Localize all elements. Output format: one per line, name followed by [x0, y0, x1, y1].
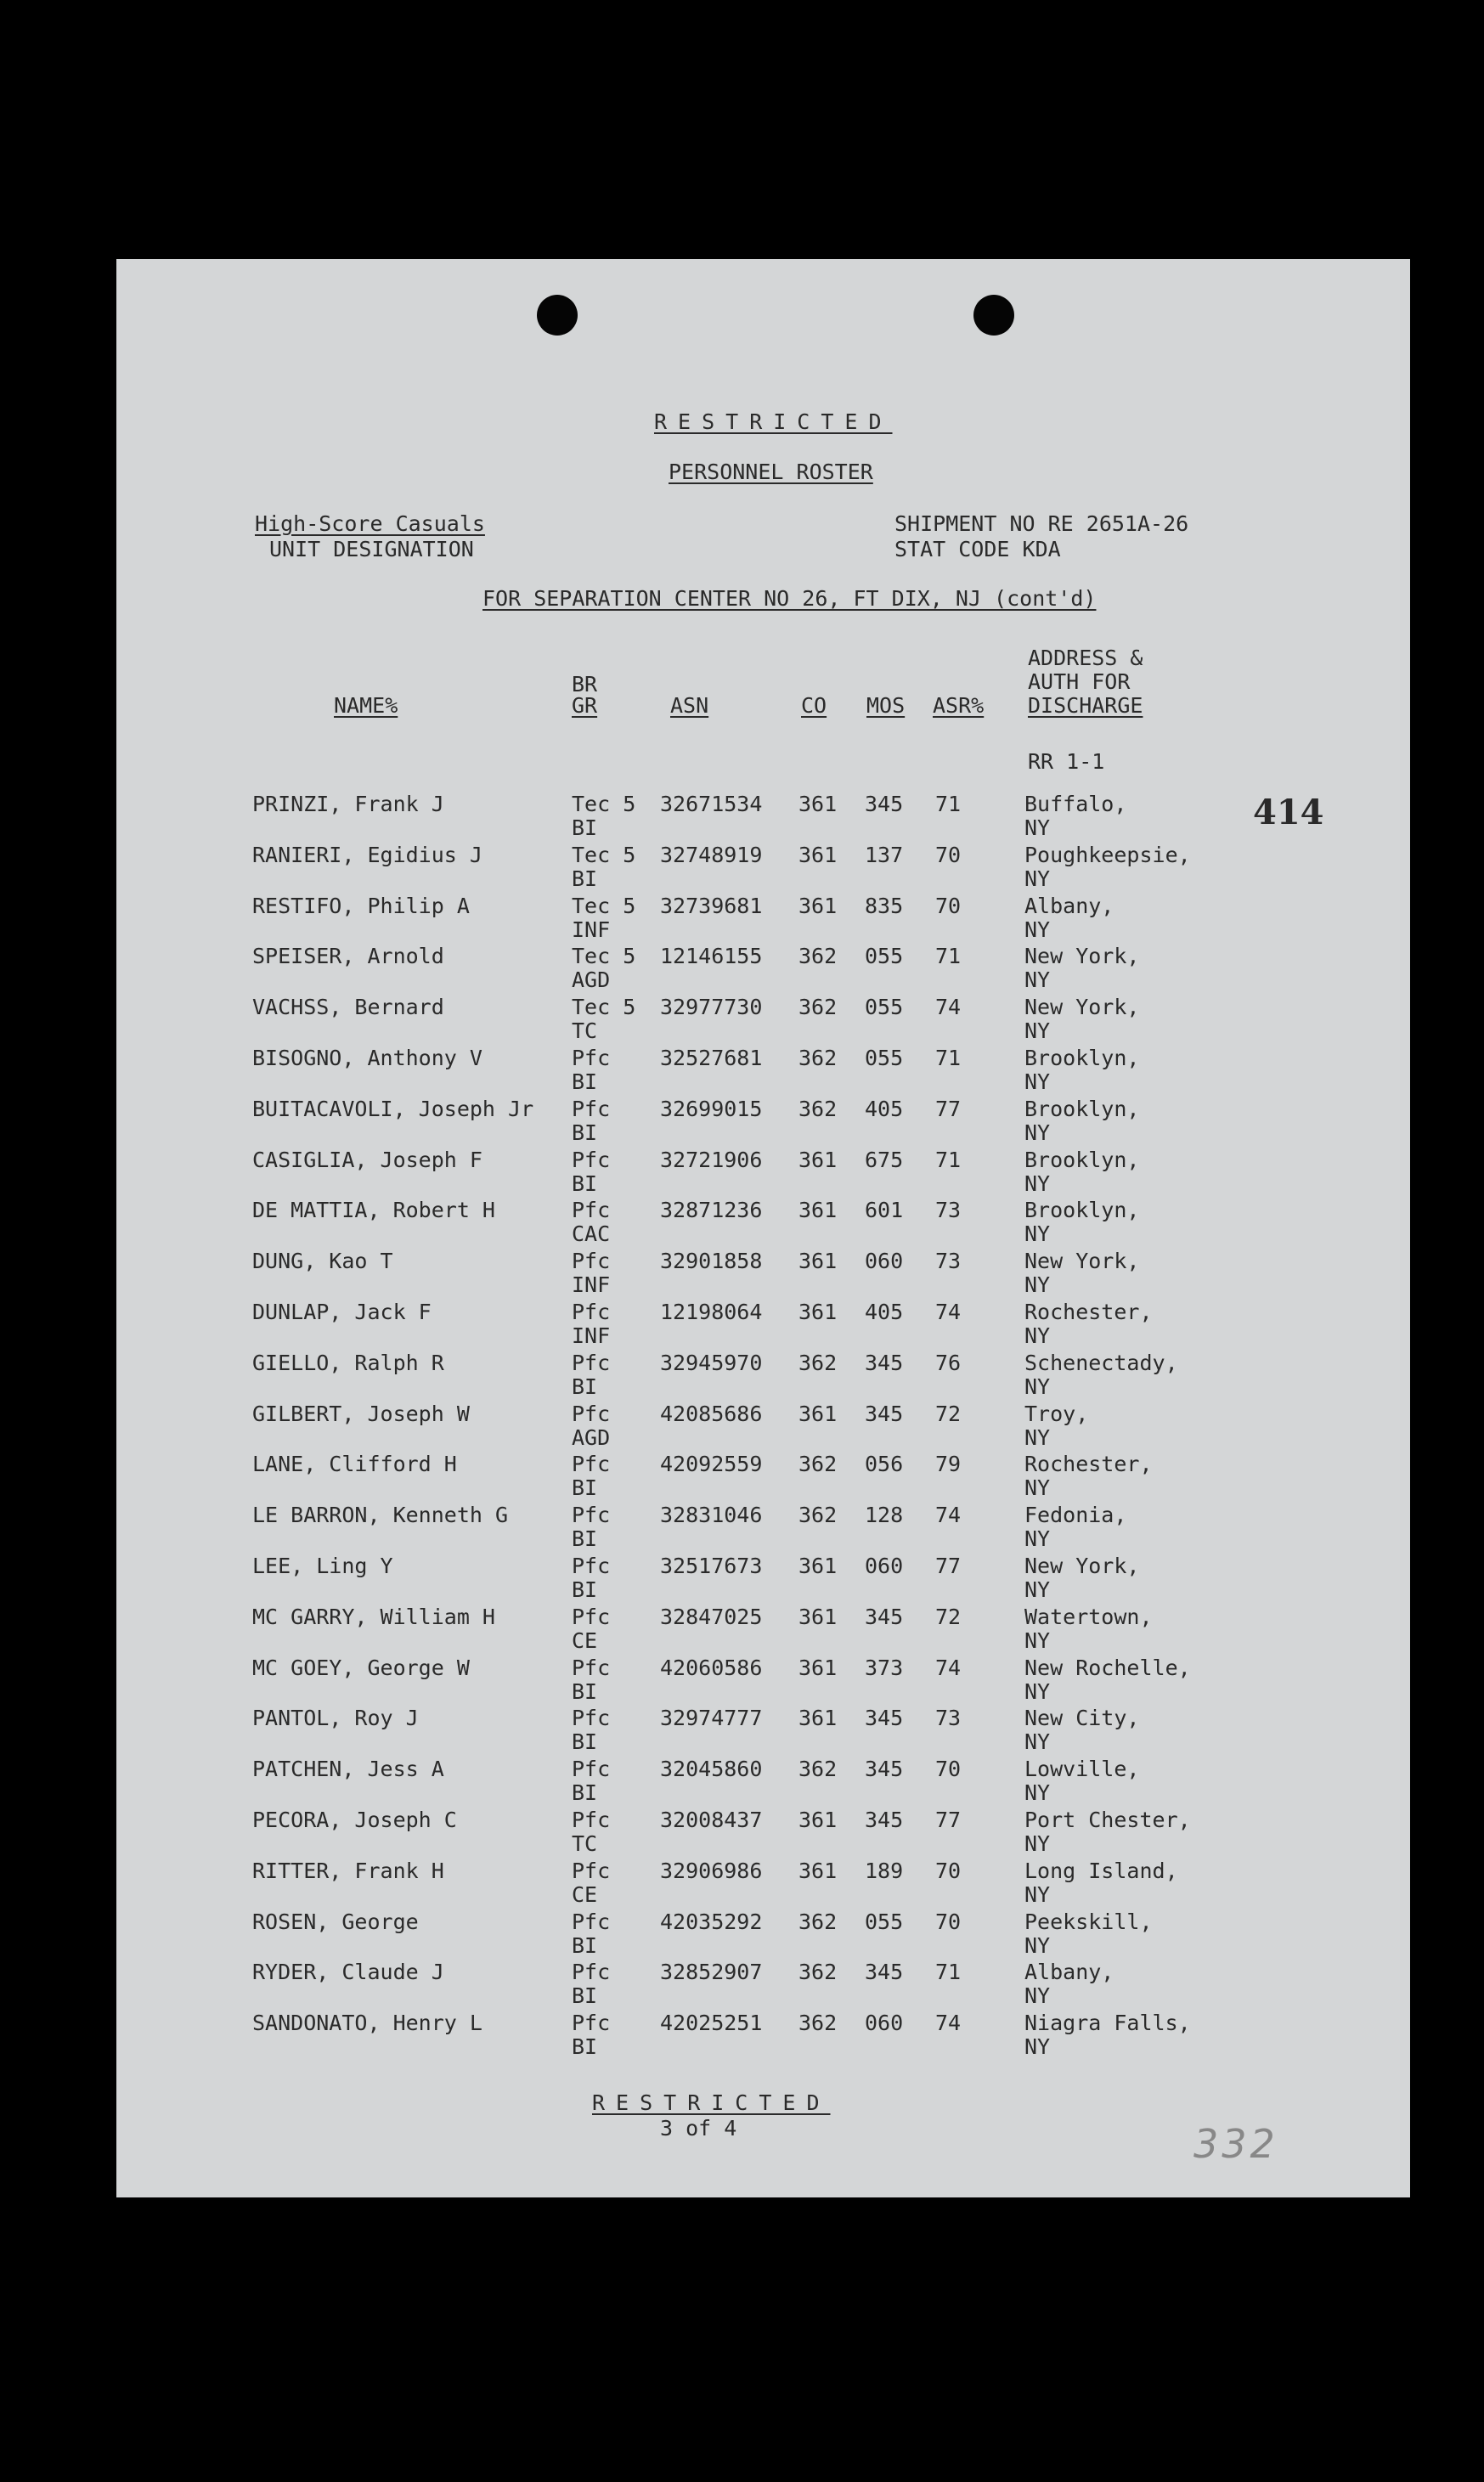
row-asr: 71: [935, 1046, 962, 1070]
row-co: 362: [798, 1757, 838, 1782]
row-asr: 74: [935, 2011, 962, 2036]
row-mos: 060: [865, 1249, 904, 1274]
row-name: PANTOL, Roy J: [252, 1706, 419, 1731]
row-branch: INF: [572, 1323, 611, 1348]
table-row: [116, 1554, 1410, 1605]
auth-reference: RR 1-1: [1028, 749, 1105, 774]
shipment-number: SHIPMENT NO RE 2651A-26: [894, 511, 1189, 536]
row-state: NY: [1024, 1577, 1051, 1602]
row-co: 362: [798, 1350, 838, 1375]
row-state: NY: [1024, 1627, 1051, 1653]
row-asr: 73: [935, 1249, 962, 1274]
restricted-header: RESTRICTED: [654, 409, 893, 434]
row-state: NY: [1024, 1424, 1051, 1450]
row-asr: 70: [935, 1757, 962, 1782]
row-asr: 74: [935, 995, 962, 1020]
row-asr: 77: [935, 1808, 962, 1832]
row-asn: 42060586: [660, 1655, 763, 1680]
row-mos: 189: [865, 1858, 904, 1883]
row-mos: 055: [865, 995, 904, 1020]
row-city: Poughkeepsie,: [1024, 842, 1191, 867]
row-city: Rochester,: [1024, 1452, 1153, 1477]
row-branch: BI: [572, 2034, 598, 2060]
row-name: LE BARRON, Kenneth G: [252, 1503, 509, 1528]
row-name: PECORA, Joseph C: [252, 1808, 457, 1832]
row-co: 362: [798, 1096, 838, 1121]
col-header-br: BR: [572, 672, 598, 697]
row-asn: 12198064: [660, 1300, 763, 1324]
row-mos: 055: [865, 1046, 904, 1070]
table-row: [116, 1351, 1410, 1402]
row-branch: BI: [572, 1526, 598, 1552]
table-row: [116, 1605, 1410, 1656]
stamp-number: 414: [1253, 793, 1324, 832]
col-header-name: NAME%: [334, 693, 398, 718]
col-header-co: CO: [801, 693, 827, 718]
row-name: PATCHEN, Jess A: [252, 1757, 444, 1782]
row-asn: 32671534: [660, 792, 763, 816]
row-co: 361: [798, 1300, 838, 1324]
row-state: NY: [1024, 1018, 1051, 1044]
table-row: [116, 1097, 1410, 1148]
row-state: NY: [1024, 1983, 1051, 2009]
row-asr: 74: [935, 1503, 962, 1528]
row-grade: Pfc: [572, 1198, 611, 1223]
row-co: 362: [798, 2011, 838, 2036]
table-row: [116, 1453, 1410, 1503]
row-city: Brooklyn,: [1024, 1198, 1140, 1223]
row-grade: Tec 5: [572, 893, 636, 918]
table-row: [116, 1199, 1410, 1249]
row-co: 362: [798, 1046, 838, 1070]
row-state: NY: [1024, 1323, 1051, 1348]
row-name: SPEISER, Arnold: [252, 944, 444, 969]
table-row: [116, 1148, 1410, 1199]
table-row: [116, 1300, 1410, 1351]
row-branch: BI: [572, 1374, 598, 1399]
row-name: LANE, Clifford H: [252, 1452, 457, 1477]
row-name: RANIERI, Egidius J: [252, 842, 482, 867]
row-name: RYDER, Claude J: [252, 1960, 444, 1985]
row-co: 361: [798, 792, 838, 816]
row-grade: Pfc: [572, 1300, 611, 1324]
row-city: Brooklyn,: [1024, 1147, 1140, 1172]
row-asn: 32977730: [660, 995, 763, 1020]
row-grade: Pfc: [572, 1554, 611, 1578]
col-header-asn: ASN: [670, 693, 709, 718]
row-name: RESTIFO, Philip A: [252, 893, 470, 918]
row-asr: 71: [935, 792, 962, 816]
row-branch: INF: [572, 1272, 611, 1298]
unit-designation-value: High-Score Casuals: [255, 511, 485, 536]
row-state: NY: [1024, 1932, 1051, 1958]
row-city: Peekskill,: [1024, 1909, 1153, 1934]
row-name: DUNG, Kao T: [252, 1249, 393, 1274]
row-mos: 345: [865, 1706, 904, 1731]
row-asn: 32871236: [660, 1198, 763, 1223]
row-grade: Pfc: [572, 1249, 611, 1274]
row-state: NY: [1024, 866, 1051, 891]
row-mos: 345: [865, 1604, 904, 1629]
row-city: Port Chester,: [1024, 1808, 1191, 1832]
row-grade: Pfc: [572, 1808, 611, 1832]
row-grade: Pfc: [572, 1503, 611, 1528]
row-city: Troy,: [1024, 1401, 1089, 1426]
row-co: 361: [798, 1401, 838, 1426]
row-grade: Pfc: [572, 1655, 611, 1680]
page-number: 3 of 4: [660, 2116, 737, 2141]
row-city: Albany,: [1024, 893, 1114, 918]
punch-hole: [973, 295, 1014, 336]
unit-designation-label: UNIT DESIGNATION: [269, 537, 474, 561]
row-asn: 32045860: [660, 1757, 763, 1782]
row-name: CASIGLIA, Joseph F: [252, 1147, 482, 1172]
row-asr: 74: [935, 1655, 962, 1680]
row-asr: 70: [935, 893, 962, 918]
table-row: [116, 1960, 1410, 2011]
row-city: Buffalo,: [1024, 792, 1127, 816]
table-row: [116, 793, 1410, 843]
row-mos: 055: [865, 944, 904, 969]
row-asn: 32901858: [660, 1249, 763, 1274]
row-asn: 32906986: [660, 1858, 763, 1883]
row-asn: 32847025: [660, 1604, 763, 1629]
row-asn: 32721906: [660, 1147, 763, 1172]
row-mos: 373: [865, 1655, 904, 1680]
row-mos: 137: [865, 842, 904, 867]
row-asr: 73: [935, 1198, 962, 1223]
row-name: MC GOEY, George W: [252, 1655, 470, 1680]
col-header-asr: ASR%: [933, 693, 985, 718]
row-co: 361: [798, 1706, 838, 1731]
row-grade: Pfc: [572, 1858, 611, 1883]
row-branch: CE: [572, 1627, 598, 1653]
row-state: NY: [1024, 1272, 1051, 1298]
row-asn: 32748919: [660, 842, 763, 867]
row-branch: BI: [572, 1120, 598, 1145]
table-row: [116, 843, 1410, 894]
row-state: NY: [1024, 1374, 1051, 1399]
row-grade: Pfc: [572, 1350, 611, 1375]
row-co: 362: [798, 995, 838, 1020]
row-asr: 72: [935, 1401, 962, 1426]
row-mos: 345: [865, 1757, 904, 1782]
table-row: [116, 1757, 1410, 1808]
row-asn: 32008437: [660, 1808, 763, 1832]
row-co: 361: [798, 1808, 838, 1832]
row-state: NY: [1024, 967, 1051, 993]
row-grade: Pfc: [572, 1604, 611, 1629]
row-asr: 70: [935, 842, 962, 867]
row-city: New York,: [1024, 1554, 1140, 1578]
table-row: [116, 1808, 1410, 1859]
row-name: RITTER, Frank H: [252, 1858, 444, 1883]
restricted-footer: RESTRICTED: [592, 2090, 831, 2115]
table-row: [116, 894, 1410, 945]
row-mos: 345: [865, 1808, 904, 1832]
row-mos: 055: [865, 1909, 904, 1934]
row-city: Rochester,: [1024, 1300, 1153, 1324]
row-grade: Pfc: [572, 1757, 611, 1782]
table-row: [116, 1503, 1410, 1554]
row-asr: 71: [935, 1960, 962, 1985]
row-city: Lowville,: [1024, 1757, 1140, 1782]
stat-code: STAT CODE KDA: [894, 537, 1061, 561]
row-state: NY: [1024, 1881, 1051, 1907]
row-mos: 056: [865, 1452, 904, 1477]
table-row: [116, 1656, 1410, 1707]
row-grade: Pfc: [572, 1706, 611, 1731]
row-name: BISOGNO, Anthony V: [252, 1046, 482, 1070]
row-city: Watertown,: [1024, 1604, 1153, 1629]
row-asn: 32945970: [660, 1350, 763, 1375]
table-row: [116, 1706, 1410, 1757]
col-header-address-1: ADDRESS &: [1028, 646, 1143, 670]
row-asn: 32974777: [660, 1706, 763, 1731]
row-state: NY: [1024, 1678, 1051, 1704]
table-row: [116, 1249, 1410, 1300]
row-mos: 345: [865, 1960, 904, 1985]
row-mos: 345: [865, 1350, 904, 1375]
row-asn: 32852907: [660, 1960, 763, 1985]
row-mos: 675: [865, 1147, 904, 1172]
row-mos: 345: [865, 792, 904, 816]
row-mos: 345: [865, 1401, 904, 1426]
row-co: 362: [798, 1909, 838, 1934]
row-city: New City,: [1024, 1706, 1140, 1731]
row-co: 362: [798, 1503, 838, 1528]
row-asr: 71: [935, 944, 962, 969]
row-city: Brooklyn,: [1024, 1096, 1140, 1121]
row-mos: 601: [865, 1198, 904, 1223]
col-header-mos: MOS: [866, 693, 906, 718]
row-asr: 73: [935, 1706, 962, 1731]
row-mos: 835: [865, 893, 904, 918]
row-asr: 70: [935, 1909, 962, 1934]
row-city: Brooklyn,: [1024, 1046, 1140, 1070]
row-co: 362: [798, 944, 838, 969]
row-branch: AGD: [572, 967, 611, 993]
row-asn: 32527681: [660, 1046, 763, 1070]
row-asr: 74: [935, 1300, 962, 1324]
row-mos: 128: [865, 1503, 904, 1528]
row-grade: Pfc: [572, 2011, 611, 2036]
table-row: [116, 1859, 1410, 1910]
row-branch: BI: [572, 1577, 598, 1602]
row-city: Long Island,: [1024, 1858, 1178, 1883]
row-branch: BI: [572, 1678, 598, 1704]
row-mos: 060: [865, 2011, 904, 2036]
row-grade: Pfc: [572, 1960, 611, 1985]
row-city: Fedonia,: [1024, 1503, 1127, 1528]
row-co: 361: [798, 893, 838, 918]
row-branch: BI: [572, 1170, 598, 1196]
row-asr: 77: [935, 1554, 962, 1578]
row-branch: INF: [572, 917, 611, 942]
row-branch: BI: [572, 1983, 598, 2009]
row-asr: 77: [935, 1096, 962, 1121]
roster-title: PERSONNEL ROSTER: [669, 460, 873, 484]
row-mos: 060: [865, 1554, 904, 1578]
table-row: [116, 1046, 1410, 1097]
row-grade: Tec 5: [572, 792, 636, 816]
row-state: NY: [1024, 815, 1051, 840]
row-city: New York,: [1024, 944, 1140, 969]
document-page: [116, 259, 1410, 2197]
row-name: DE MATTIA, Robert H: [252, 1198, 495, 1223]
table-row: [116, 2011, 1410, 2062]
row-asn: 32699015: [660, 1096, 763, 1121]
row-branch: BI: [572, 1780, 598, 1806]
row-asn: 32831046: [660, 1503, 763, 1528]
punch-hole: [537, 295, 578, 336]
row-branch: BI: [572, 866, 598, 891]
row-asn: 32739681: [660, 893, 763, 918]
row-co: 361: [798, 1198, 838, 1223]
row-state: NY: [1024, 1221, 1051, 1247]
table-row: [116, 1402, 1410, 1453]
row-asr: 72: [935, 1604, 962, 1629]
row-name: DUNLAP, Jack F: [252, 1300, 432, 1324]
row-name: MC GARRY, William H: [252, 1604, 495, 1629]
row-name: PRINZI, Frank J: [252, 792, 444, 816]
row-state: NY: [1024, 1170, 1051, 1196]
row-grade: Pfc: [572, 1909, 611, 1934]
row-state: NY: [1024, 1729, 1051, 1755]
row-asn: 42092559: [660, 1452, 763, 1477]
row-name: BUITACAVOLI, Joseph Jr: [252, 1096, 534, 1121]
row-grade: Tec 5: [572, 842, 636, 867]
row-grade: Pfc: [572, 1401, 611, 1426]
row-state: NY: [1024, 1069, 1051, 1094]
row-asr: 79: [935, 1452, 962, 1477]
table-row: [116, 1910, 1410, 1961]
row-name: GIELLO, Ralph R: [252, 1350, 444, 1375]
row-branch: CAC: [572, 1221, 611, 1247]
row-city: New York,: [1024, 995, 1140, 1020]
destination-line: FOR SEPARATION CENTER NO 26, FT DIX, NJ (cont'd): [482, 586, 1097, 611]
row-asr: 76: [935, 1350, 962, 1375]
row-branch: TC: [572, 1018, 598, 1044]
row-branch: BI: [572, 1932, 598, 1958]
row-branch: CE: [572, 1881, 598, 1907]
row-asn: 42085686: [660, 1401, 763, 1426]
row-branch: BI: [572, 1069, 598, 1094]
table-row: [116, 996, 1410, 1046]
row-grade: Pfc: [572, 1147, 611, 1172]
row-name: VACHSS, Bernard: [252, 995, 444, 1020]
row-co: 361: [798, 1858, 838, 1883]
row-grade: Pfc: [572, 1046, 611, 1070]
row-co: 362: [798, 1960, 838, 1985]
row-grade: Pfc: [572, 1096, 611, 1121]
row-name: SANDONATO, Henry L: [252, 2011, 482, 2036]
row-asr: 70: [935, 1858, 962, 1883]
row-branch: BI: [572, 1475, 598, 1501]
row-co: 361: [798, 842, 838, 867]
row-co: 361: [798, 1554, 838, 1578]
row-asn: 32517673: [660, 1554, 763, 1578]
row-grade: Tec 5: [572, 995, 636, 1020]
row-city: Schenectady,: [1024, 1350, 1178, 1375]
row-state: NY: [1024, 1526, 1051, 1552]
row-branch: AGD: [572, 1424, 611, 1450]
row-state: NY: [1024, 1831, 1051, 1856]
row-state: NY: [1024, 1120, 1051, 1145]
col-header-address-2: AUTH FOR: [1028, 669, 1131, 694]
row-asr: 71: [935, 1147, 962, 1172]
handwritten-number: 332: [1193, 2121, 1278, 2167]
row-asn: 12146155: [660, 944, 763, 969]
row-grade: Pfc: [572, 1452, 611, 1477]
col-header-address-3: DISCHARGE: [1028, 693, 1143, 718]
row-co: 362: [798, 1452, 838, 1477]
row-branch: TC: [572, 1831, 598, 1856]
row-grade: Tec 5: [572, 944, 636, 969]
row-name: ROSEN, George: [252, 1909, 419, 1934]
row-mos: 405: [865, 1300, 904, 1324]
row-name: LEE, Ling Y: [252, 1554, 393, 1578]
row-branch: BI: [572, 1729, 598, 1755]
row-state: NY: [1024, 1475, 1051, 1501]
row-asn: 42035292: [660, 1909, 763, 1934]
row-city: Albany,: [1024, 1960, 1114, 1985]
table-row: [116, 945, 1410, 996]
row-city: New Rochelle,: [1024, 1655, 1191, 1680]
row-mos: 405: [865, 1096, 904, 1121]
row-city: Niagra Falls,: [1024, 2011, 1191, 2036]
row-city: New York,: [1024, 1249, 1140, 1274]
row-state: NY: [1024, 1780, 1051, 1806]
row-asn: 42025251: [660, 2011, 763, 2036]
row-state: NY: [1024, 2034, 1051, 2060]
row-co: 361: [798, 1147, 838, 1172]
row-name: GILBERT, Joseph W: [252, 1401, 470, 1426]
row-branch: BI: [572, 815, 598, 840]
row-state: NY: [1024, 917, 1051, 942]
row-co: 361: [798, 1249, 838, 1274]
row-co: 361: [798, 1655, 838, 1680]
col-header-gr: GR: [572, 693, 598, 718]
row-co: 361: [798, 1604, 838, 1629]
